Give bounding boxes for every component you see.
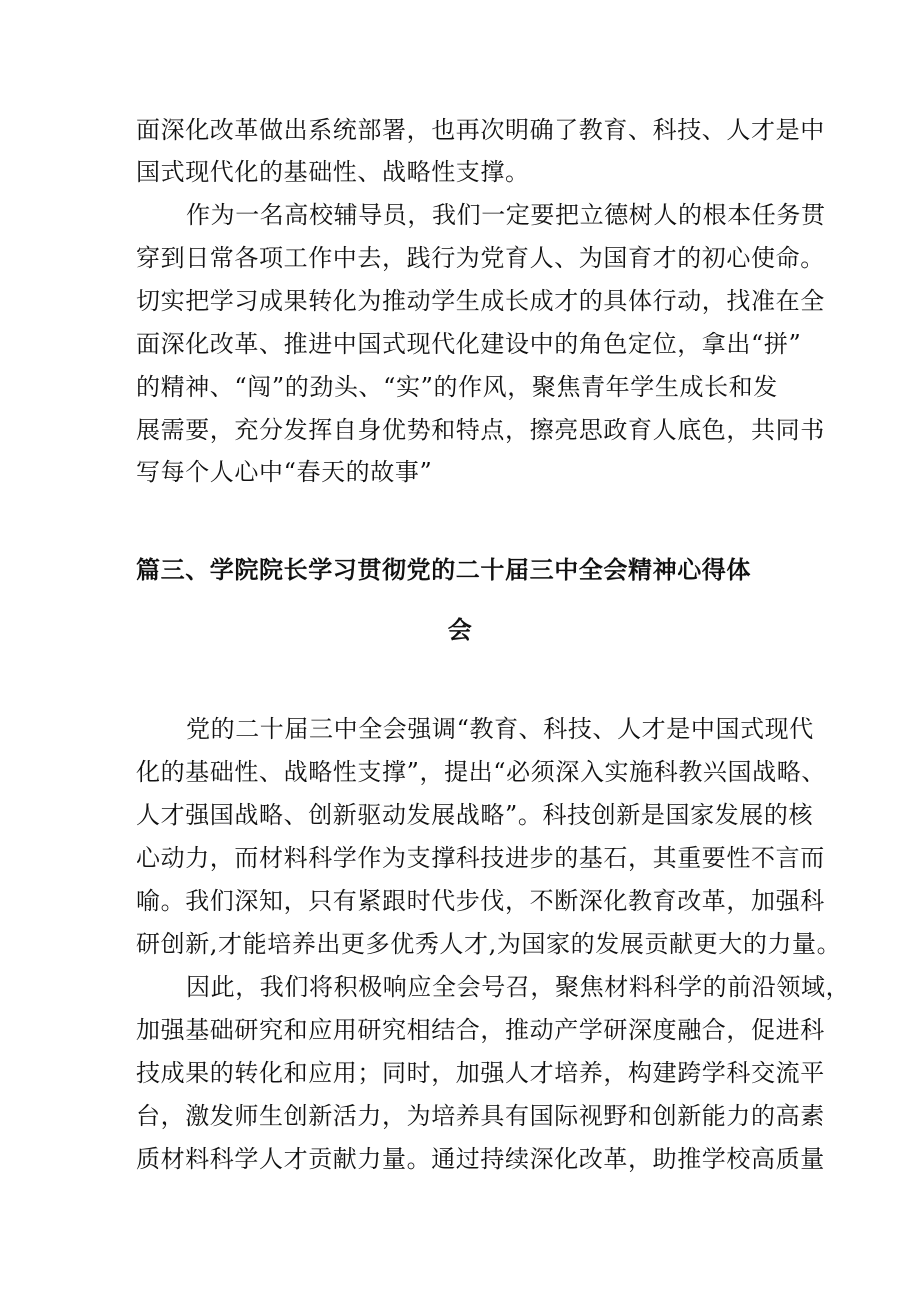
body-text-line: 切实把学习成果转化为推动学生成长成才的具体行动，找准在全 <box>136 287 825 315</box>
body-text-line: 党的二十届三中全会强调“教育、科技、人才是中国式现代 <box>186 715 814 743</box>
body-text-line: 人才强国战略、创新驱动发展战略”。科技创新是国家发展的核 <box>136 801 814 829</box>
body-text-line: 心动力，而材料科学作为支撑科技进步的基石，其重要性不言而 <box>136 844 825 872</box>
body-text-line: 作为一名高校辅导员，我们一定要把立德树人的根本任务贯 <box>186 201 826 229</box>
body-text-line: 喻。我们深知，只有紧跟时代步伐，不断深化教育改革，加强科 <box>136 887 825 915</box>
body-text-line: 穿到日常各项工作中去，践行为党育人、为国育才的初心使命。 <box>136 244 825 272</box>
body-text-line: 的精神、“闯”的劲头、“实”的作风，聚焦青年学生成长和发 <box>136 373 778 401</box>
section-heading: 篇三、学院院长学习贯彻党的二十届三中全会精神心得体 <box>136 556 751 584</box>
body-text-line: 写每个人心中“春天的故事” <box>136 458 433 486</box>
body-text-line: 台，激发师生创新活力，为培养具有国际视野和创新能力的高素 <box>136 1102 825 1130</box>
section-heading-continuation: 会 <box>447 616 473 644</box>
body-text-line: 面深化改革做出系统部署，也再次明确了教育、科技、人才是中 <box>136 116 825 144</box>
body-text-line: 面深化改革、推进中国式现代化建设中的角色定位，拿出“拼” <box>136 330 802 358</box>
body-text-line: 质材料科学人才贡献力量。通过持续深化改革，助推学校高质量 <box>136 1145 825 1173</box>
body-text-line: 因此，我们将积极响应全会号召，聚焦材料科学的前沿领域， <box>186 973 851 1001</box>
body-text-line: 国式现代化的基础性、战略性支撑。 <box>136 158 530 186</box>
body-text-line: 研创新,才能培养出更多优秀人才,为国家的发展贡献更大的力量。 <box>136 930 842 958</box>
body-text-line: 展需要，充分发挥自身优势和特点，擦亮思政育人底色，共同书 <box>136 416 825 444</box>
body-text-line: 加强基础研究和应用研究相结合，推动产学研深度融合，促进科 <box>136 1016 825 1044</box>
body-text-line: 技成果的转化和应用；同时，加强人才培养，构建跨学科交流平 <box>136 1059 825 1087</box>
body-text-line: 化的基础性、战略性支撑”，提出“必须深入实施科教兴国战略、 <box>136 758 826 786</box>
